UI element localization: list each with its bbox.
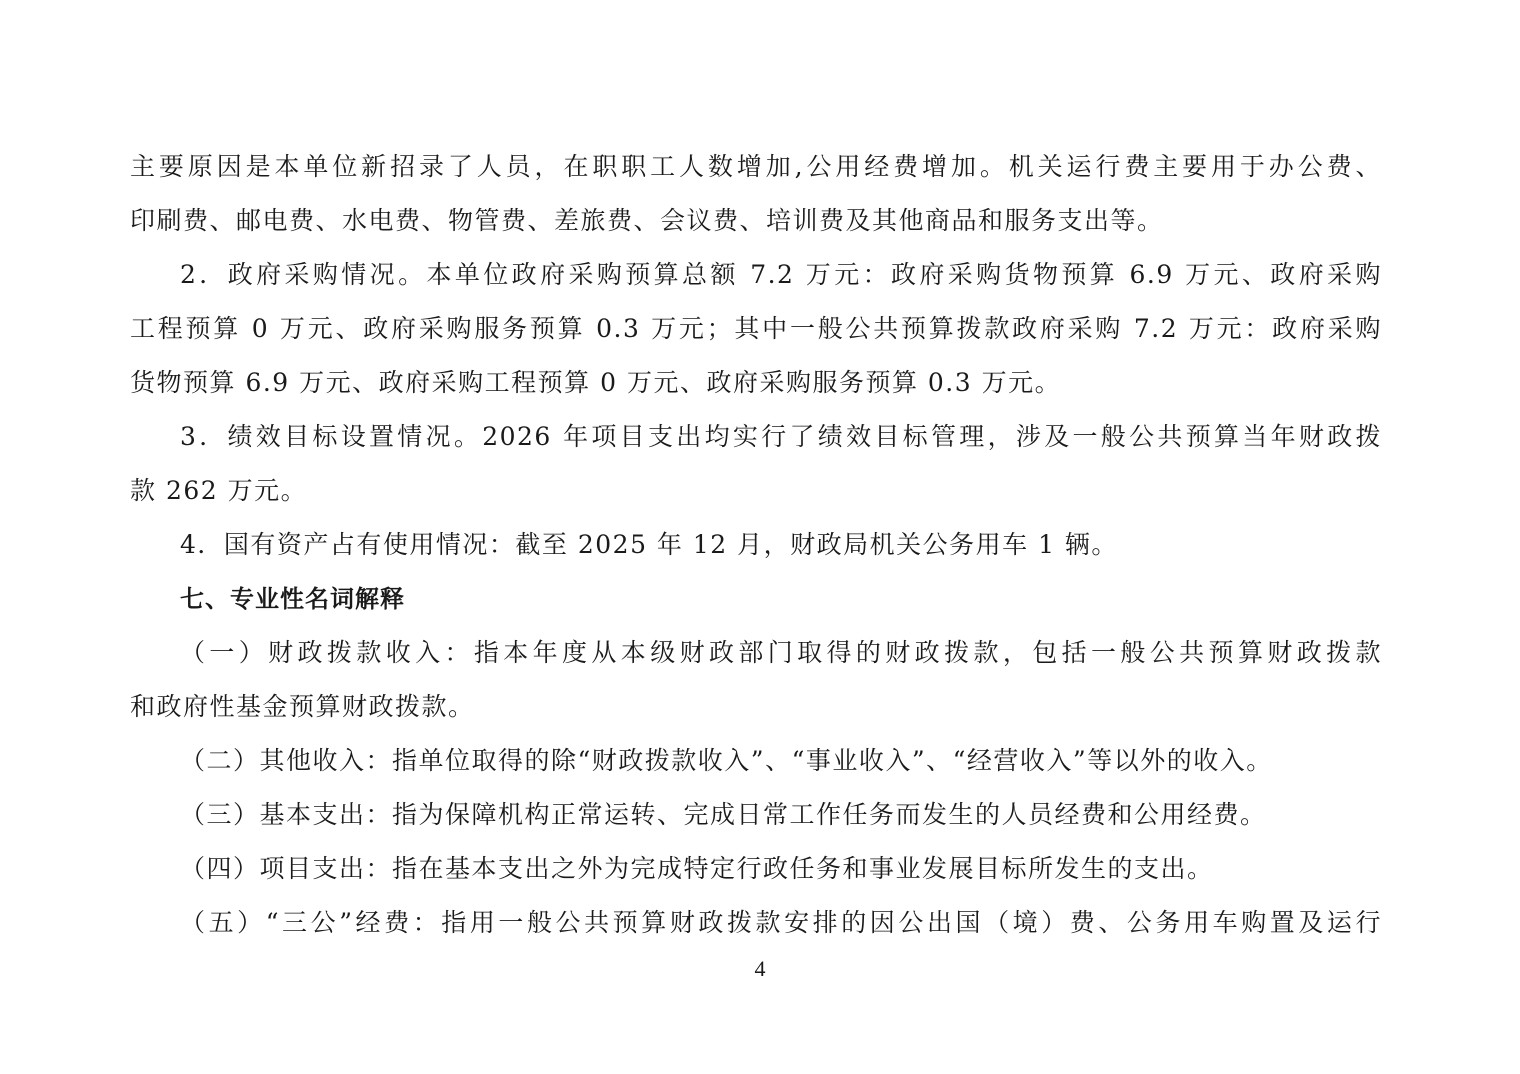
section-heading: 七、专业性名词解释	[180, 585, 405, 613]
paragraph-line: （二）其他收入：指单位取得的除“财政拨款收入”、“事业收入”、“经营收入”等以外的收入。	[180, 746, 1273, 775]
paragraph-line: 3．绩效目标设置情况。2026 年项目支出均实行了绩效目标管理，涉及一般公共预算当年财政拨	[180, 422, 1382, 451]
paragraph-line: 工程预算 0 万元、政府采购服务预算 0.3 万元；其中一般公共预算拨款政府采购 7.2 万元：政府采购	[130, 314, 1382, 343]
paragraph-line: 主要原因是本单位新招录了人员，在职职工人数增加,公用经费增加。机关运行费主要用于办公费、	[130, 152, 1382, 181]
paragraph-line: （四）项目支出：指在基本支出之外为完成特定行政任务和事业发展目标所发生的支出。	[180, 854, 1214, 883]
paragraph-line: （五）“三公”经费：指用一般公共预算财政拨款安排的因公出国（境）费、公务用车购置及运行	[180, 908, 1382, 937]
page-number: 4	[754, 956, 766, 981]
document-body	[130, 140, 1382, 950]
paragraph-line: （一）财政拨款收入：指本年度从本级财政部门取得的财政拨款，包括一般公共预算财政拨款	[180, 638, 1382, 667]
paragraph-line: 4．国有资产占有使用情况：截至 2025 年 12 月，财政局机关公务用车 1 辆。	[180, 530, 1118, 559]
paragraph-line: 款 262 万元。	[130, 476, 308, 505]
paragraph-line: 2．政府采购情况。本单位政府采购预算总额 7.2 万元：政府采购货物预算 6.9 万元、政府采购	[180, 260, 1382, 289]
paragraph-line: 和政府性基金预算财政拨款。	[130, 692, 475, 721]
paragraph-line: 货物预算 6.9 万元、政府采购工程预算 0 万元、政府采购服务预算 0.3 万元。	[130, 368, 1062, 397]
paragraph-line: 印刷费、邮电费、水电费、物管费、差旅费、会议费、培训费及其他商品和服务支出等。	[130, 206, 1164, 235]
paragraph-line: （三）基本支出：指为保障机构正常运转、完成日常工作任务而发生的人员经费和公用经费。	[180, 800, 1267, 829]
